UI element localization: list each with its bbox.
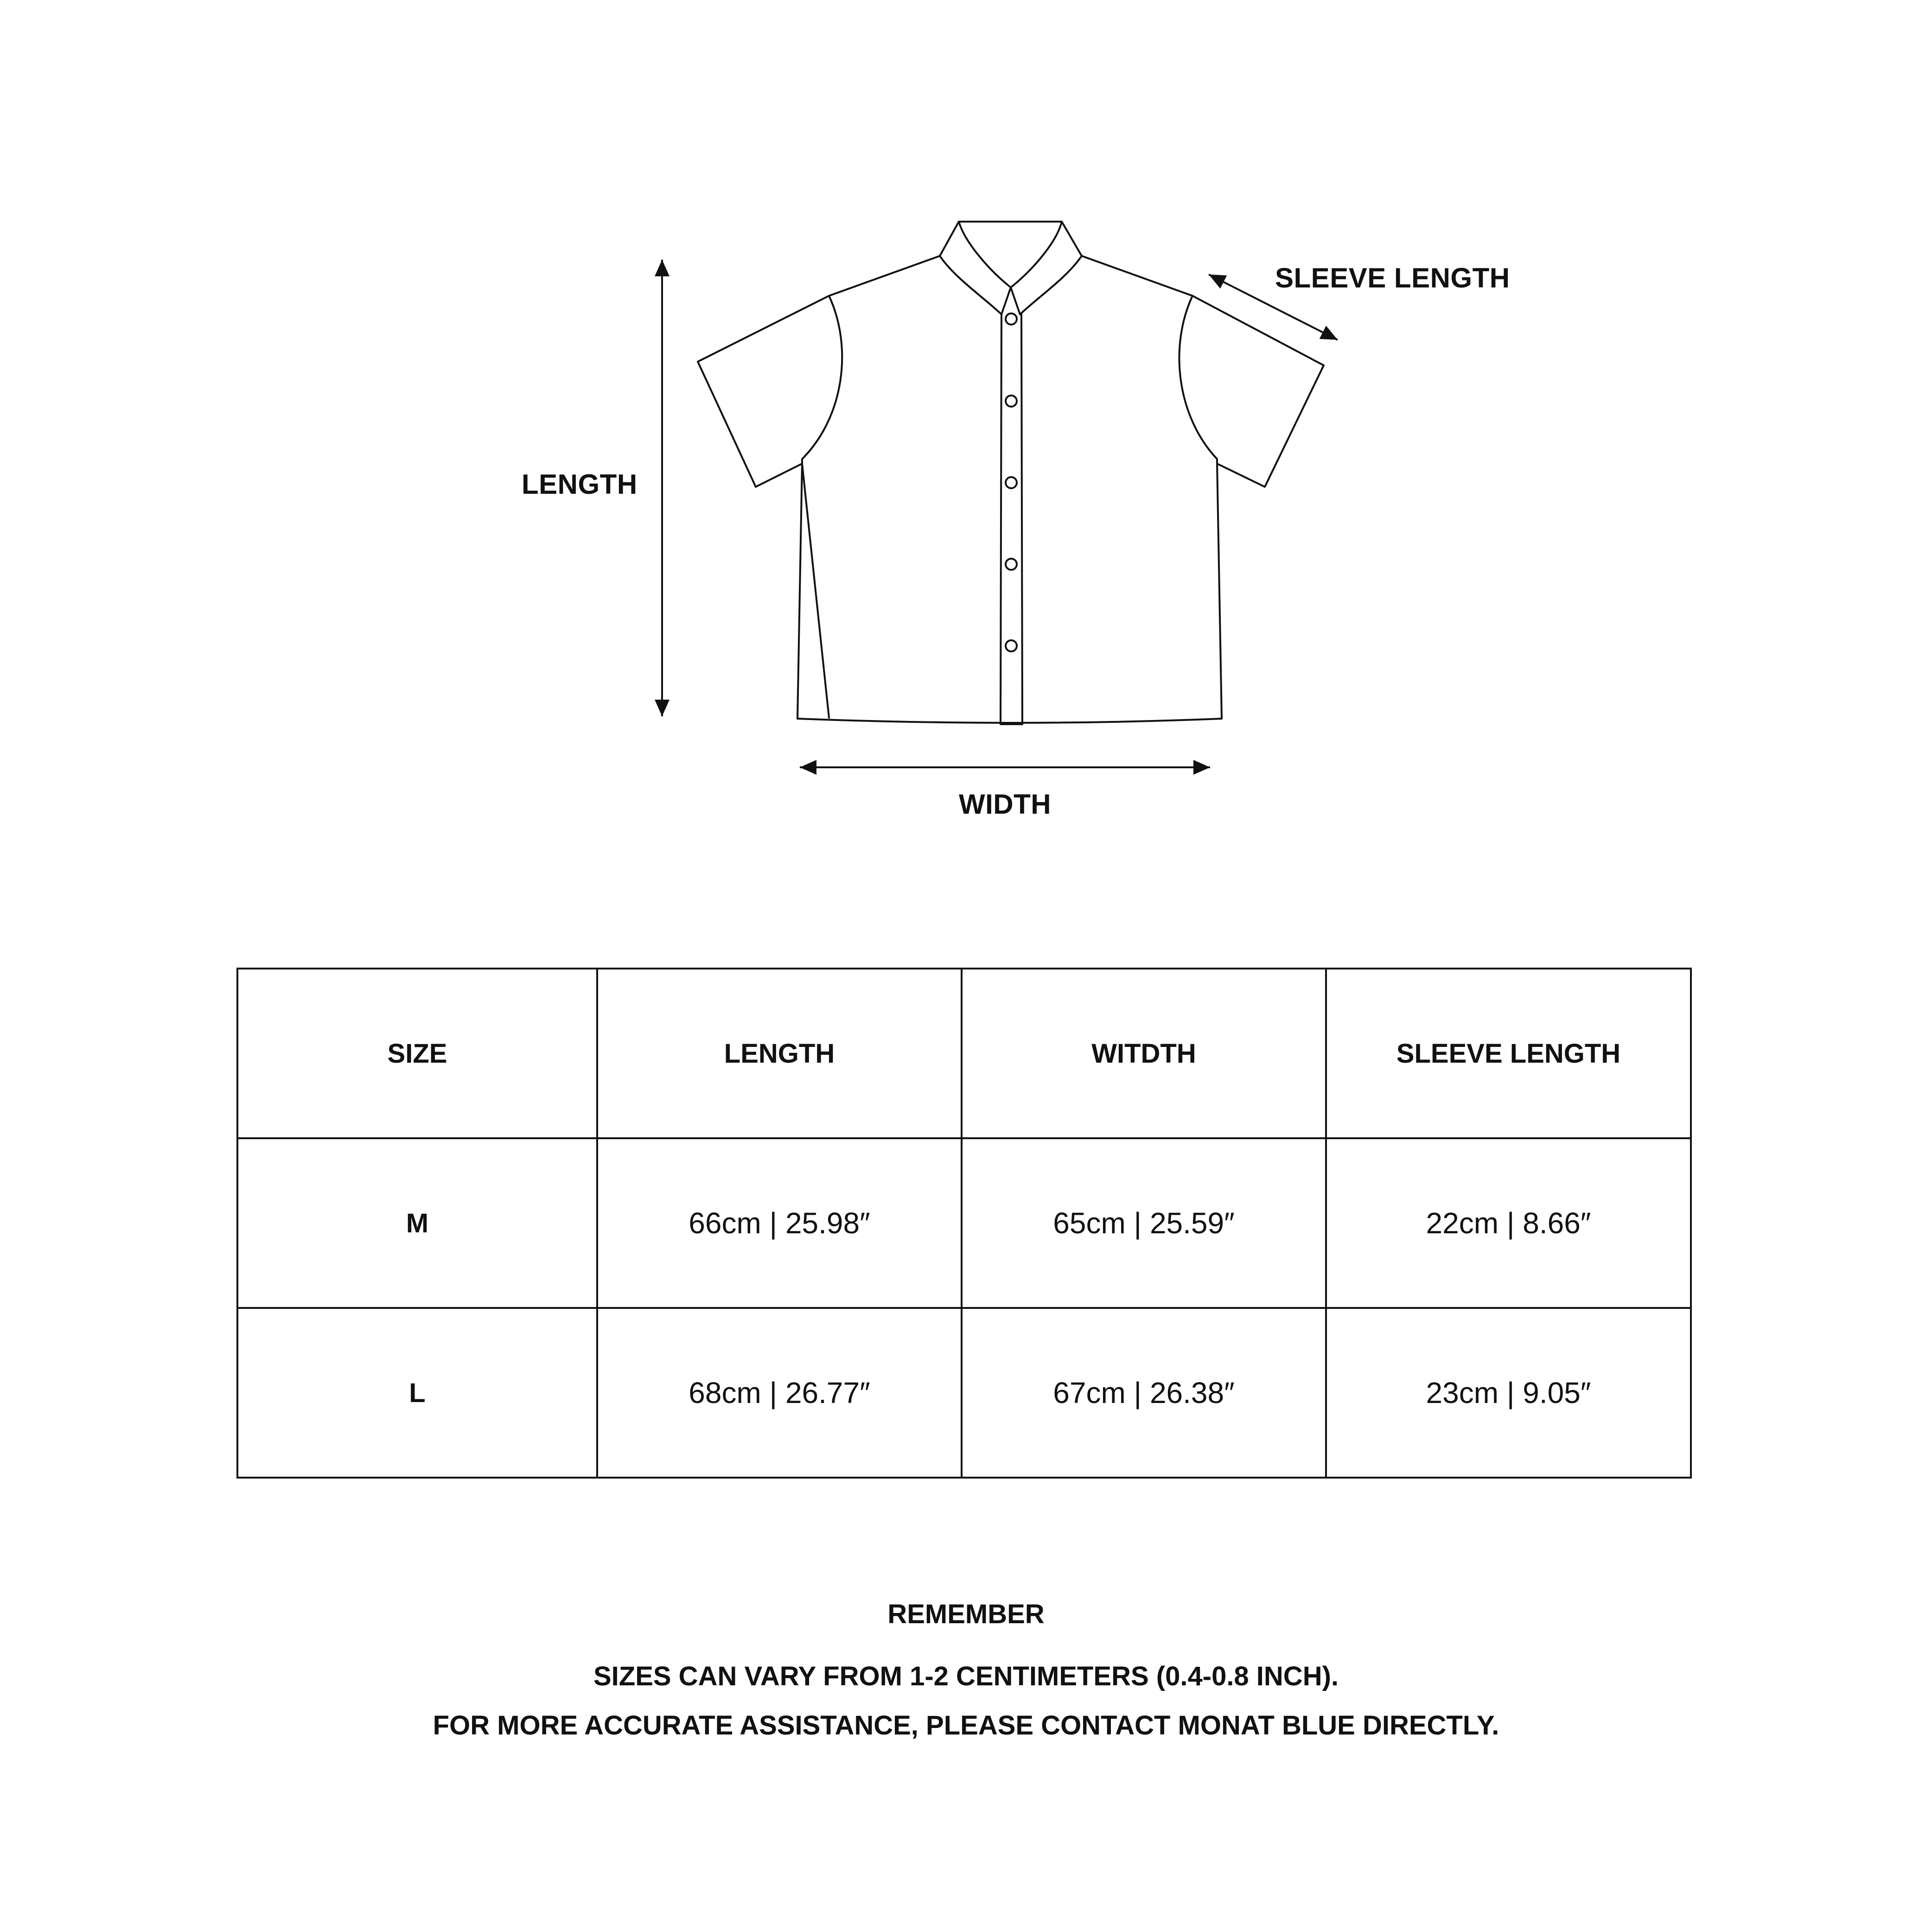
size-table	[236, 968, 1692, 1479]
shirt-button	[1006, 559, 1017, 570]
shirt-button	[1006, 395, 1017, 407]
notes-line-1: SIZES CAN VARY FROM 1-2 CENTIMETERS (0.4-0.8 INCH).	[593, 1661, 1339, 1691]
length-cell: 66cm | 25.98″	[597, 1138, 962, 1308]
sleeve-length-cell: 23cm | 9.05″	[1326, 1308, 1691, 1478]
width-cell: 65cm | 25.59″	[962, 1138, 1326, 1308]
table-row	[237, 1308, 1691, 1478]
shirt-shoulder-right	[1082, 256, 1192, 296]
shirt-collar	[940, 222, 1082, 314]
shirt-collar-fold	[959, 222, 1062, 287]
shirt-body	[698, 296, 1324, 723]
header-width: WITDTH	[962, 969, 1326, 1138]
table-header-row	[237, 969, 1691, 1138]
size-cell: M	[237, 1138, 597, 1308]
shirt-shoulder-left	[829, 256, 940, 296]
shirt-outline-icon	[0, 0, 1932, 881]
notes-title: REMEMBER	[887, 1599, 1045, 1629]
shirt-placket	[1001, 314, 1022, 724]
shirt-button	[1006, 477, 1017, 488]
header-size: SIZE	[237, 969, 597, 1138]
sleeve-length-cell: 22cm | 8.66″	[1326, 1138, 1691, 1308]
sleeve-length-label: SLEEVE LENGTH	[1275, 262, 1510, 293]
header-sleeve-length: SLEEVE LENGTH	[1326, 969, 1691, 1138]
notes-line-2: FOR MORE ACCURATE ASSISTANCE, PLEASE CONTACT MONAT BLUE DIRECTLY.	[433, 1710, 1499, 1741]
table-row	[237, 1138, 1691, 1308]
shirt-button	[1006, 313, 1017, 325]
shirt-button	[1006, 640, 1017, 651]
header-length: LENGTH	[597, 969, 962, 1138]
width-label: WIDTH	[959, 789, 1052, 820]
length-cell: 68cm | 26.77″	[597, 1308, 962, 1478]
size-cell: L	[237, 1308, 597, 1478]
length-label: LENGTH	[522, 469, 638, 500]
width-cell: 67cm | 26.38″	[962, 1308, 1326, 1478]
